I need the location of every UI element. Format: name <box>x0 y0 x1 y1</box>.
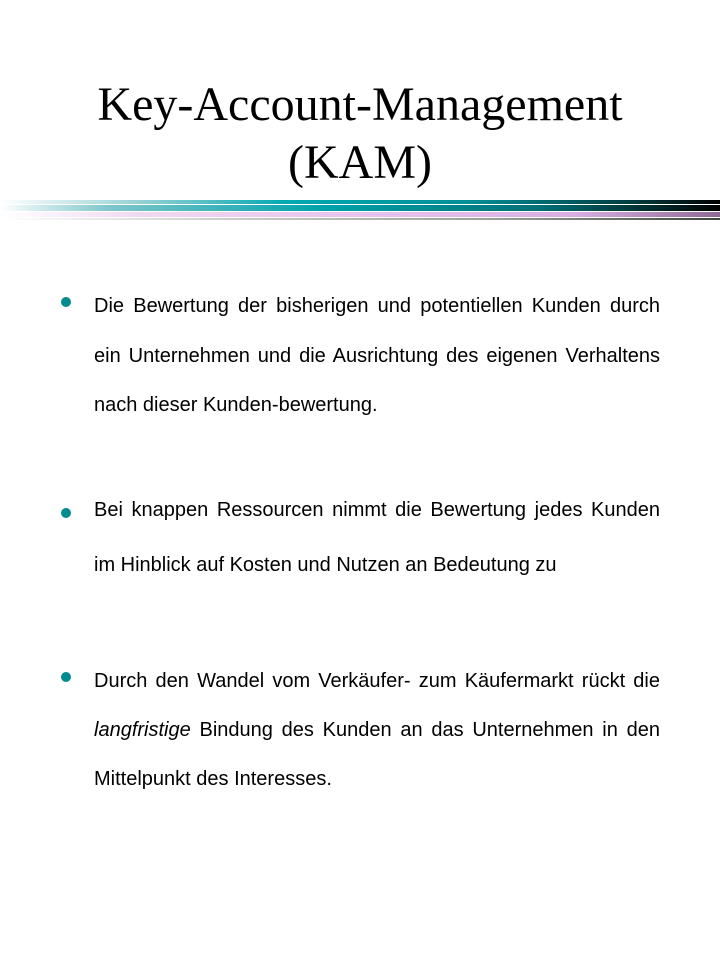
bullet-text-before: Durch den Wandel vom Verkäufer- zum Käufermarkt rückt die <box>94 670 660 692</box>
bullet-dot-icon <box>61 672 71 682</box>
divider-rule-gray <box>0 218 720 220</box>
bullet-text: Die Bewertung der bisherigen und potentiellen Kunden durch ein Unternehmen und die Ausrichtung des eigenen Verhaltens nach dieser Kunden-bewertung. <box>94 295 660 416</box>
divider-rule-teal <box>0 200 720 204</box>
divider-rule-teal-dark <box>0 205 720 211</box>
bullet-text <box>94 657 660 804</box>
title-line-1: Key-Account-Management <box>97 78 623 131</box>
bullet-dot-icon <box>61 297 71 307</box>
bullet-text: Bei knappen Ressourcen nimmt die Bewertung jedes Kunden im Hinblick auf Kosten und Nutzen an Bedeutung zu <box>94 499 660 576</box>
divider-rule-lavender <box>0 212 720 217</box>
bullet-list <box>55 286 660 804</box>
bullet-item <box>55 483 660 661</box>
title-line-2: (KAM) <box>288 136 432 189</box>
slide-title <box>60 76 660 192</box>
bullet-text-emphasis: langfristige <box>94 719 191 741</box>
bullet-text-after: Bindung des Kunden an das Unternehmen in den Mittelpunkt des Interesses. <box>94 719 660 790</box>
bullet-item <box>55 657 660 804</box>
bullet-dot-icon <box>61 508 71 518</box>
bullet-item <box>55 282 660 486</box>
